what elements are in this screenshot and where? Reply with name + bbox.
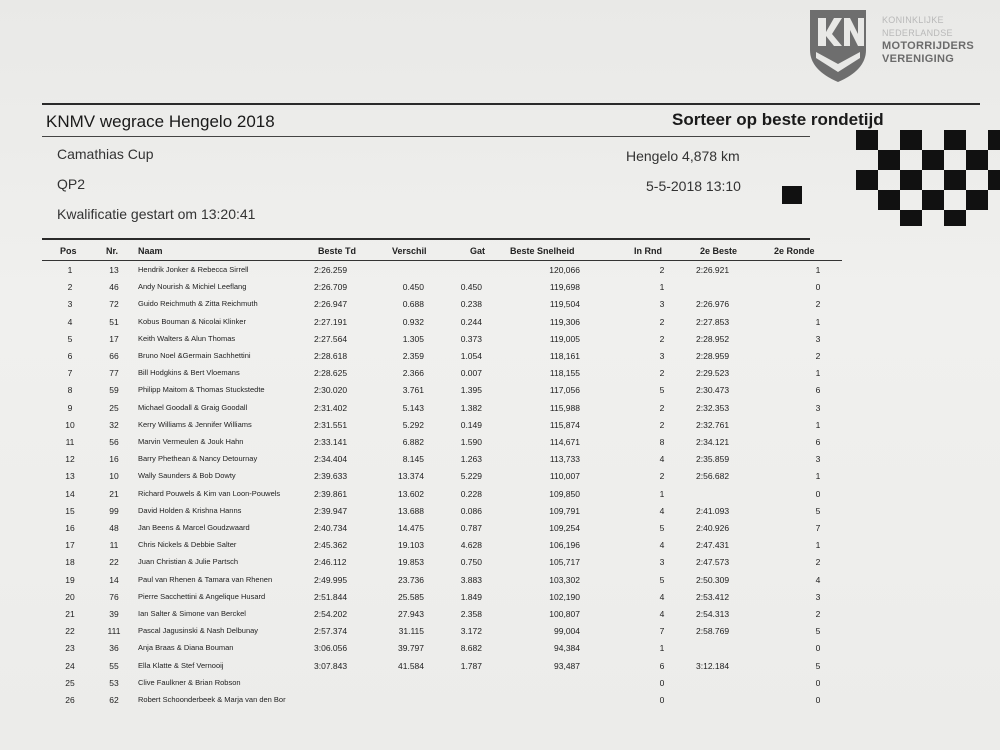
gap-cell: 2.358 bbox=[460, 609, 482, 619]
pos-cell: 26 bbox=[65, 695, 75, 705]
best-time-cell: 2:39.947 bbox=[314, 505, 348, 516]
number-cell: 77 bbox=[109, 368, 119, 379]
name-cell: Marvin Vermeulen & Jouk Hahn bbox=[138, 437, 244, 446]
gap-cell: 0.228 bbox=[460, 488, 482, 499]
in-lap-cell: 3 bbox=[659, 557, 665, 568]
second-best-cell: 2:32.353 bbox=[696, 402, 730, 413]
second-lap-cell: 5 bbox=[815, 660, 821, 671]
best-time-cell: 2:54.202 bbox=[314, 609, 348, 619]
best-time-cell: 2:40.734 bbox=[314, 523, 348, 533]
col-naam: Naam bbox=[138, 246, 163, 256]
pos-cell: 20 bbox=[65, 591, 75, 602]
second-best-cell: 2:47.573 bbox=[696, 557, 730, 568]
table-row bbox=[0, 557, 1000, 571]
table-row bbox=[0, 609, 1000, 623]
table-row bbox=[0, 661, 1000, 675]
gap-cell: 3.883 bbox=[460, 574, 482, 585]
in-lap-cell: 3 bbox=[659, 351, 665, 361]
difference-cell: 2.359 bbox=[402, 351, 424, 361]
speed-cell: 115,874 bbox=[549, 419, 580, 430]
name-cell: Juan Christian & Julie Partsch bbox=[138, 557, 239, 567]
difference-cell: 0.688 bbox=[402, 299, 424, 310]
number-cell: 56 bbox=[109, 437, 119, 447]
table-row bbox=[0, 351, 1000, 365]
table-row bbox=[0, 626, 1000, 640]
speed-cell: 100,807 bbox=[549, 609, 580, 619]
logo-line-3: MOTORRIJDERS bbox=[882, 40, 975, 52]
gap-cell: 1.395 bbox=[460, 385, 482, 396]
difference-cell: 39.797 bbox=[398, 643, 424, 654]
difference-cell: 2.366 bbox=[402, 368, 424, 379]
second-lap-cell: 0 bbox=[815, 677, 821, 688]
session-datetime: 5-5-2018 13:10 bbox=[646, 178, 741, 194]
best-time-cell: 2:57.374 bbox=[314, 626, 348, 637]
gap-cell: 0.149 bbox=[460, 419, 482, 430]
pos-cell: 7 bbox=[67, 368, 73, 379]
pos-cell: 22 bbox=[65, 626, 75, 637]
name-cell: Kerry Williams & Jennifer Williams bbox=[138, 419, 252, 429]
table-row bbox=[0, 523, 1000, 537]
table-row bbox=[0, 506, 1000, 520]
gap-cell: 0.238 bbox=[460, 299, 482, 310]
best-time-cell: 2:27.191 bbox=[314, 316, 348, 327]
pos-cell: 5 bbox=[67, 333, 73, 344]
in-lap-cell: 4 bbox=[659, 454, 665, 465]
col-2e-ronde: 2e Ronde bbox=[774, 246, 815, 256]
second-best-cell: 2:27.853 bbox=[696, 316, 730, 327]
pos-cell: 14 bbox=[65, 488, 75, 499]
second-lap-cell: 4 bbox=[815, 574, 821, 585]
in-lap-cell: 1 bbox=[659, 643, 665, 654]
sort-label: Sorteer op beste rondetijd bbox=[672, 110, 884, 129]
pos-cell: 1 bbox=[67, 265, 73, 275]
pos-cell: 10 bbox=[65, 419, 75, 430]
speed-cell: 109,850 bbox=[549, 488, 580, 499]
difference-cell: 6.882 bbox=[402, 437, 424, 447]
in-lap-cell: 0 bbox=[659, 677, 665, 688]
gap-cell: 0.007 bbox=[460, 368, 482, 379]
best-time-cell: 2:31.551 bbox=[314, 419, 348, 430]
checkered-flag-graphic bbox=[780, 130, 1000, 230]
name-cell: Clive Faulkner & Brian Robson bbox=[138, 677, 241, 687]
speed-cell: 94,384 bbox=[554, 643, 580, 654]
in-lap-cell: 2 bbox=[659, 471, 665, 482]
in-lap-cell: 1 bbox=[659, 488, 665, 499]
second-lap-cell: 1 bbox=[815, 316, 821, 327]
number-cell: 13 bbox=[109, 265, 119, 275]
table-row bbox=[0, 471, 1000, 485]
pos-cell: 13 bbox=[65, 471, 75, 482]
logo-line-2: NEDERLANDSE bbox=[882, 28, 953, 38]
speed-cell: 114,671 bbox=[549, 437, 580, 447]
in-lap-cell: 7 bbox=[659, 626, 665, 637]
second-lap-cell: 1 bbox=[815, 471, 821, 482]
in-lap-cell: 2 bbox=[659, 419, 665, 430]
second-best-cell: 2:28.952 bbox=[696, 333, 730, 344]
name-cell: Wally Saunders & Bob Dowty bbox=[138, 471, 236, 481]
second-best-cell: 2:32.761 bbox=[696, 419, 730, 430]
best-time-cell: 2:51.844 bbox=[314, 591, 348, 602]
in-lap-cell: 8 bbox=[659, 437, 665, 447]
speed-cell: 109,791 bbox=[549, 505, 580, 516]
pos-cell: 3 bbox=[67, 299, 73, 310]
second-best-cell: 2:47.431 bbox=[696, 540, 730, 551]
best-time-cell: 2:46.112 bbox=[314, 557, 347, 568]
page-title: KNMV wegrace Hengelo 2018 bbox=[46, 112, 275, 131]
gap-cell: 0.450 bbox=[460, 282, 482, 293]
col-in-rnd: In Rnd bbox=[634, 246, 662, 256]
header-bottom-rule bbox=[42, 238, 810, 240]
second-lap-cell: 2 bbox=[815, 351, 821, 361]
in-lap-cell: 5 bbox=[659, 523, 665, 533]
second-lap-cell: 3 bbox=[815, 454, 821, 465]
gap-cell: 1.590 bbox=[460, 437, 482, 447]
col-verschil: Verschil bbox=[392, 246, 427, 256]
difference-cell: 31.115 bbox=[398, 626, 424, 637]
gap-cell: 1.382 bbox=[460, 402, 482, 413]
table-row bbox=[0, 575, 1000, 589]
speed-cell: 103,302 bbox=[549, 574, 580, 585]
number-cell: 36 bbox=[109, 643, 119, 654]
best-time-cell: 2:30.020 bbox=[314, 385, 348, 396]
in-lap-cell: 5 bbox=[659, 385, 665, 396]
col-gat: Gat bbox=[470, 246, 486, 256]
name-cell: Barry Phethean & Nancy Detournay bbox=[138, 454, 258, 464]
gap-cell: 1.787 bbox=[460, 660, 482, 671]
name-cell: Guido Reichmuth & Zitta Reichmuth bbox=[138, 299, 258, 309]
speed-cell: 119,306 bbox=[549, 316, 580, 327]
difference-cell: 1.305 bbox=[402, 333, 424, 344]
name-cell: Chris Nickels & Debbie Salter bbox=[138, 540, 237, 550]
table-row bbox=[0, 334, 1000, 348]
second-lap-cell: 1 bbox=[815, 368, 821, 379]
gap-cell: 0.244 bbox=[460, 316, 482, 327]
second-best-cell: 2:34.121 bbox=[696, 437, 730, 447]
second-best-cell: 2:56.682 bbox=[696, 471, 730, 482]
table-row bbox=[0, 540, 1000, 554]
second-lap-cell: 2 bbox=[815, 557, 821, 568]
second-lap-cell: 2 bbox=[815, 609, 821, 619]
best-time-cell: 2:28.618 bbox=[314, 351, 348, 361]
gap-cell: 4.628 bbox=[460, 540, 482, 551]
second-best-cell: 2:53.412 bbox=[696, 591, 730, 602]
best-time-cell: 2:39.861 bbox=[314, 488, 348, 499]
number-cell: 21 bbox=[109, 488, 119, 499]
second-best-cell: 2:26.976 bbox=[696, 299, 730, 310]
gap-cell: 0.787 bbox=[460, 523, 482, 533]
col-nr: Nr. bbox=[106, 246, 119, 256]
number-cell: 59 bbox=[109, 385, 119, 396]
logo-line-4: VERENIGING bbox=[882, 53, 955, 65]
gap-cell: 1.849 bbox=[460, 591, 482, 602]
gap-cell: 8.682 bbox=[460, 643, 482, 654]
second-best-cell: 2:26.921 bbox=[696, 265, 730, 275]
number-cell: 51 bbox=[109, 316, 119, 327]
track-info: Hengelo 4,878 km bbox=[626, 148, 740, 164]
number-cell: 46 bbox=[109, 282, 119, 293]
name-cell: Kobus Bouman & Nicolai Klinker bbox=[138, 316, 246, 326]
number-cell: 48 bbox=[109, 523, 119, 533]
name-cell: Richard Pouwels & Kim van Loon-Pouwels bbox=[138, 488, 281, 498]
name-cell: Paul van Rhenen & Tamara van Rhenen bbox=[138, 574, 273, 584]
pos-cell: 24 bbox=[65, 660, 75, 671]
in-lap-cell: 4 bbox=[659, 505, 665, 516]
gap-cell: 3.172 bbox=[460, 626, 482, 637]
pos-cell: 2 bbox=[67, 282, 73, 293]
table-row bbox=[0, 678, 1000, 692]
name-cell: Robert Schoonderbeek & Marja van den Bor bbox=[138, 695, 286, 704]
pos-cell: 4 bbox=[67, 316, 73, 327]
difference-cell: 0.450 bbox=[402, 282, 424, 293]
number-cell: 99 bbox=[109, 505, 119, 516]
pos-cell: 18 bbox=[65, 557, 75, 568]
second-lap-cell: 6 bbox=[815, 385, 821, 396]
speed-cell: 105,717 bbox=[549, 557, 580, 568]
speed-cell: 106,196 bbox=[549, 540, 580, 551]
table-row bbox=[0, 643, 1000, 657]
difference-cell: 13.688 bbox=[398, 505, 424, 516]
table-row bbox=[0, 420, 1000, 434]
in-lap-cell: 2 bbox=[659, 316, 665, 327]
title-rule bbox=[42, 136, 810, 137]
speed-cell: 120,066 bbox=[549, 265, 580, 275]
second-best-cell: 2:29.523 bbox=[696, 368, 730, 379]
col-beste-snelheid: Beste Snelheid bbox=[510, 246, 575, 256]
difference-cell: 27.943 bbox=[398, 609, 424, 619]
second-lap-cell: 5 bbox=[815, 626, 821, 637]
event-name: Camathias Cup bbox=[57, 146, 154, 162]
best-time-cell: 3:06.056 bbox=[314, 643, 348, 654]
pos-cell: 11 bbox=[65, 437, 75, 447]
difference-cell: 3.761 bbox=[402, 385, 424, 396]
speed-cell: 118,155 bbox=[549, 368, 580, 379]
second-lap-cell: 6 bbox=[815, 437, 821, 447]
number-cell: 11 bbox=[109, 540, 119, 551]
second-lap-cell: 1 bbox=[815, 419, 821, 430]
second-best-cell: 3:12.184 bbox=[696, 660, 730, 671]
number-cell: 111 bbox=[107, 626, 121, 637]
in-lap-cell: 2 bbox=[659, 368, 665, 379]
pos-cell: 8 bbox=[67, 385, 73, 396]
best-time-cell: 2:31.402 bbox=[314, 402, 348, 413]
second-best-cell: 2:40.926 bbox=[696, 523, 730, 533]
table-row bbox=[0, 695, 1000, 709]
second-lap-cell: 0 bbox=[815, 282, 821, 293]
second-lap-cell: 7 bbox=[815, 523, 821, 533]
speed-cell: 117,056 bbox=[549, 385, 580, 396]
best-time-cell: 2:26.709 bbox=[314, 282, 348, 293]
in-lap-cell: 2 bbox=[659, 333, 665, 344]
best-time-cell: 2:49.995 bbox=[314, 574, 348, 585]
table-row bbox=[0, 385, 1000, 399]
difference-cell: 14.475 bbox=[398, 523, 424, 533]
in-lap-cell: 4 bbox=[659, 609, 665, 619]
pos-cell: 21 bbox=[65, 609, 75, 619]
difference-cell: 13.602 bbox=[398, 488, 424, 499]
second-best-cell: 2:41.093 bbox=[696, 505, 730, 516]
gap-cell: 0.373 bbox=[460, 333, 482, 344]
difference-cell: 41.584 bbox=[398, 660, 424, 671]
number-cell: 32 bbox=[109, 419, 119, 430]
name-cell: Bruno Noel &Germain Sachhettini bbox=[138, 351, 251, 360]
gap-cell: 1.263 bbox=[460, 454, 482, 465]
speed-cell: 119,005 bbox=[549, 333, 580, 344]
name-cell: Keith Walters & Alun Thomas bbox=[138, 333, 236, 343]
difference-cell: 5.143 bbox=[402, 402, 424, 413]
difference-cell: 0.932 bbox=[402, 316, 424, 327]
number-cell: 55 bbox=[109, 660, 119, 671]
table-row bbox=[0, 265, 1000, 279]
number-cell: 22 bbox=[109, 557, 119, 568]
second-lap-cell: 1 bbox=[815, 265, 821, 275]
second-lap-cell: 2 bbox=[815, 299, 821, 310]
number-cell: 66 bbox=[109, 351, 119, 361]
best-time-cell: 2:27.564 bbox=[314, 333, 348, 344]
speed-cell: 118,161 bbox=[549, 351, 580, 361]
difference-cell: 19.103 bbox=[398, 540, 424, 551]
second-lap-cell: 1 bbox=[815, 540, 821, 551]
speed-cell: 113,733 bbox=[549, 454, 580, 465]
best-time-cell: 2:45.362 bbox=[314, 540, 348, 551]
second-best-cell: 2:50.309 bbox=[696, 574, 730, 585]
col-beste-td: Beste Td bbox=[318, 246, 357, 256]
name-cell: Ian Salter & Simone van Berckel bbox=[138, 609, 246, 618]
number-cell: 16 bbox=[109, 454, 119, 465]
pos-cell: 16 bbox=[65, 523, 75, 533]
number-cell: 62 bbox=[109, 695, 119, 705]
name-cell: Pascal Jagusinski & Nash Delbunay bbox=[138, 626, 259, 636]
table-row bbox=[0, 317, 1000, 331]
difference-cell: 19.853 bbox=[398, 557, 424, 568]
name-cell: Hendrik Jonker & Rebecca Sirrell bbox=[138, 265, 249, 274]
name-cell: Michael Goodall & Graig Goodall bbox=[138, 402, 248, 412]
difference-cell: 5.292 bbox=[402, 419, 424, 430]
speed-cell: 109,254 bbox=[549, 523, 580, 533]
speed-cell: 119,698 bbox=[549, 282, 580, 293]
name-cell: Pierre Sacchettini & Angelique Husard bbox=[138, 591, 266, 601]
best-time-cell: 2:28.625 bbox=[314, 368, 348, 379]
col-2e-beste: 2e Beste bbox=[700, 246, 738, 256]
second-best-cell: 2:30.473 bbox=[696, 385, 730, 396]
column-header-rule bbox=[42, 260, 842, 261]
in-lap-cell: 3 bbox=[659, 299, 665, 310]
number-cell: 72 bbox=[109, 299, 119, 310]
name-cell: Jan Beens & Marcel Goudzwaard bbox=[138, 523, 250, 532]
speed-cell: 115,988 bbox=[549, 402, 580, 413]
speed-cell: 93,487 bbox=[554, 660, 580, 671]
name-cell: Andy Nourish & Michiel Leeflang bbox=[138, 282, 247, 292]
second-lap-cell: 0 bbox=[815, 488, 821, 499]
second-lap-cell: 3 bbox=[815, 591, 821, 602]
name-cell: David Holden & Krishna Hanns bbox=[138, 505, 242, 515]
number-cell: 53 bbox=[109, 677, 119, 688]
second-lap-cell: 3 bbox=[815, 333, 821, 344]
table-row bbox=[0, 489, 1000, 503]
number-cell: 76 bbox=[109, 591, 119, 602]
pos-cell: 19 bbox=[65, 574, 75, 585]
in-lap-cell: 0 bbox=[659, 695, 665, 705]
in-lap-cell: 4 bbox=[659, 540, 665, 551]
second-best-cell: 2:54.313 bbox=[696, 609, 730, 619]
in-lap-cell: 4 bbox=[659, 591, 665, 602]
name-cell: Anja Braas & Diana Bouman bbox=[138, 643, 234, 653]
table-row bbox=[0, 454, 1000, 468]
top-rule bbox=[42, 103, 980, 105]
table-row bbox=[0, 403, 1000, 417]
in-lap-cell: 1 bbox=[659, 282, 665, 293]
logo-wordmark bbox=[882, 14, 974, 66]
number-cell: 10 bbox=[109, 471, 119, 482]
best-time-cell: 2:26.947 bbox=[314, 299, 348, 310]
pos-cell: 17 bbox=[65, 540, 75, 551]
number-cell: 14 bbox=[109, 574, 119, 585]
in-lap-cell: 6 bbox=[659, 660, 665, 671]
pos-cell: 15 bbox=[65, 505, 75, 516]
pos-cell: 6 bbox=[67, 351, 73, 361]
second-lap-cell: 3 bbox=[815, 402, 821, 413]
speed-cell: 119,504 bbox=[549, 299, 580, 310]
best-time-cell: 3:07.843 bbox=[314, 660, 348, 671]
knmv-shield-logo bbox=[806, 6, 870, 84]
second-lap-cell: 0 bbox=[815, 695, 821, 705]
session-name: QP2 bbox=[57, 176, 86, 192]
table-row bbox=[0, 282, 1000, 296]
speed-cell: 110,007 bbox=[549, 471, 580, 482]
best-time-cell: 2:39.633 bbox=[314, 471, 348, 482]
second-lap-cell: 0 bbox=[815, 643, 821, 654]
speed-cell: 99,004 bbox=[554, 626, 580, 637]
gap-cell: 1.054 bbox=[460, 351, 482, 361]
col-pos: Pos bbox=[60, 246, 77, 256]
second-best-cell: 2:35.859 bbox=[696, 454, 730, 465]
table-row bbox=[0, 592, 1000, 606]
name-cell: Ella Klatte & Stef Vernooij bbox=[138, 660, 224, 670]
name-cell: Philipp Maitom & Thomas Stuckstedte bbox=[138, 385, 265, 395]
best-time-cell: 2:33.141 bbox=[314, 437, 348, 447]
difference-cell: 25.585 bbox=[398, 591, 424, 602]
in-lap-cell: 5 bbox=[659, 574, 665, 585]
gap-cell: 0.086 bbox=[460, 505, 482, 516]
pos-cell: 23 bbox=[65, 643, 75, 654]
pos-cell: 25 bbox=[65, 677, 75, 688]
best-time-cell: 2:26.259 bbox=[314, 265, 348, 275]
difference-cell: 8.145 bbox=[402, 454, 424, 465]
second-best-cell: 2:58.769 bbox=[696, 626, 730, 637]
logo-line-1: KONINKLIJKE bbox=[882, 15, 944, 25]
name-cell: Bill Hodgkins & Bert Vloemans bbox=[138, 368, 240, 378]
table-row bbox=[0, 299, 1000, 313]
pos-cell: 12 bbox=[65, 454, 75, 465]
table-row bbox=[0, 368, 1000, 382]
best-time-cell: 2:34.404 bbox=[314, 454, 348, 465]
second-lap-cell: 5 bbox=[815, 505, 821, 516]
in-lap-cell: 2 bbox=[659, 265, 665, 275]
in-lap-cell: 2 bbox=[659, 402, 665, 413]
pos-cell: 9 bbox=[67, 402, 73, 413]
number-cell: 17 bbox=[109, 333, 119, 344]
gap-cell: 5.229 bbox=[460, 471, 482, 482]
difference-cell: 13.374 bbox=[398, 471, 424, 482]
table-row bbox=[0, 437, 1000, 451]
session-start-time: Kwalificatie gestart om 13:20:41 bbox=[57, 206, 256, 222]
difference-cell: 23.736 bbox=[398, 574, 424, 585]
speed-cell: 102,190 bbox=[549, 591, 580, 602]
second-best-cell: 2:28.959 bbox=[696, 351, 730, 361]
gap-cell: 0.750 bbox=[460, 557, 482, 568]
number-cell: 39 bbox=[109, 609, 119, 619]
number-cell: 25 bbox=[109, 402, 119, 413]
